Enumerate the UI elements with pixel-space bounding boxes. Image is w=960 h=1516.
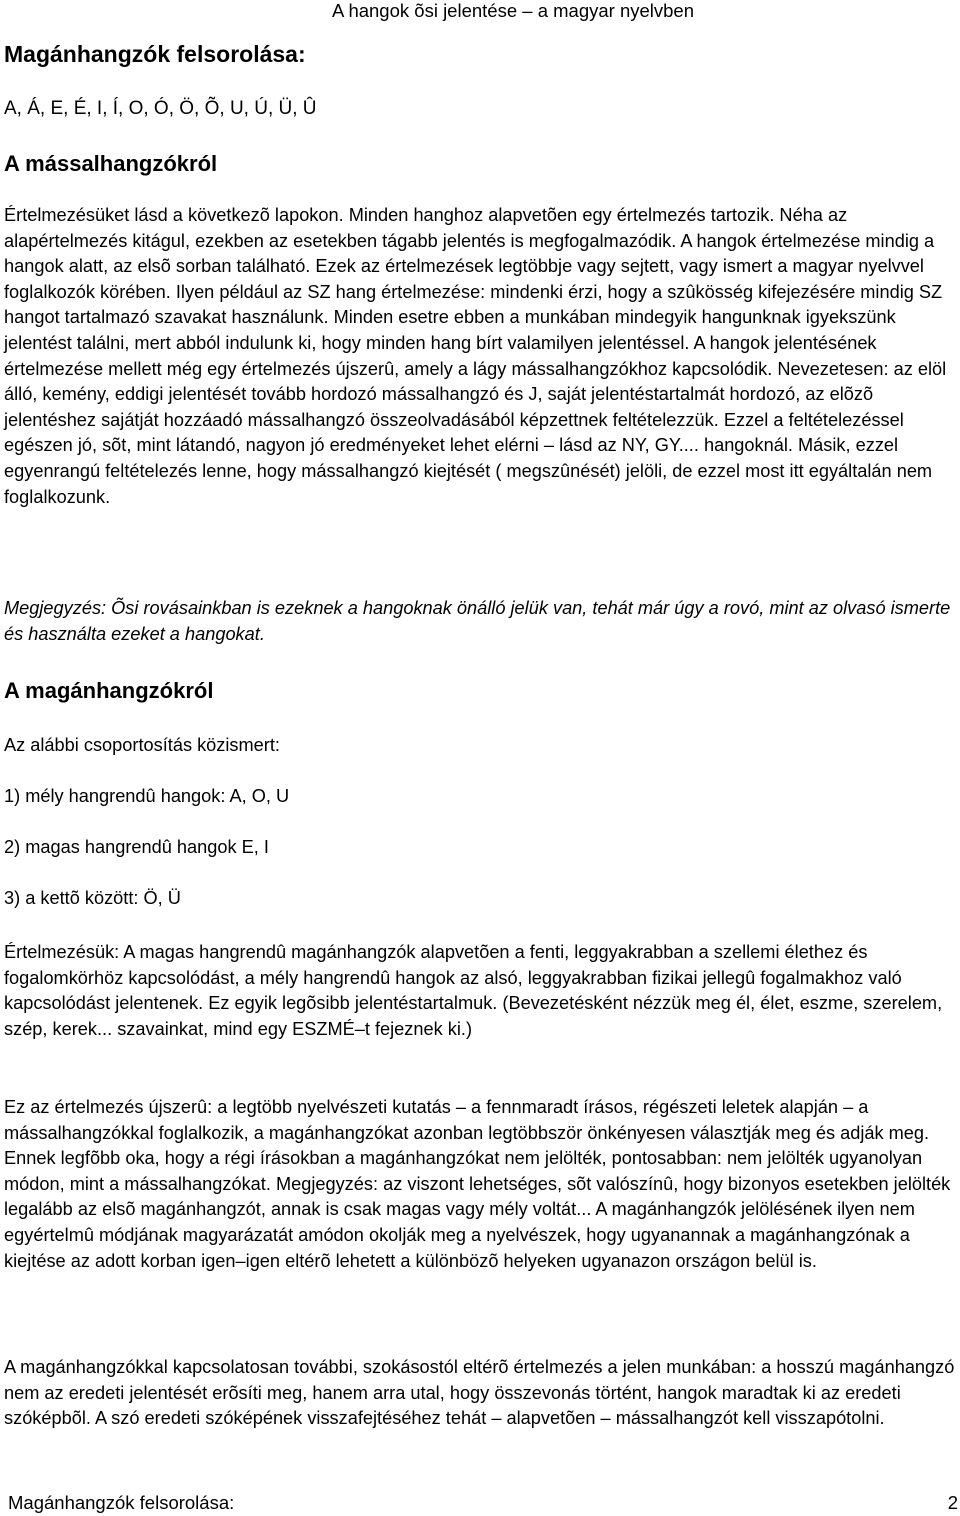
vowels-paragraph-2: Ez az értelmezés újszerû: a legtöbb nyelvészeti kutatás – a fennmaradt írásos, régészeti leletek alapján – a mássalhangzókkal foglalkozik, a magánhangzókat azonban legtöbbször önkényesen választják meg és adják meg. Ennek legfõbb oka, hogy a régi írásokban a magánhangzókat nem jelölték, pontosabban: nem jelölték ugyanolyan módon, mint a mássalhangzókat. Megjegyzés: az viszont lehetséges, sõt valószínû, hogy bizonyos esetekben jelölték legalább az elsõ magánhangzót, annak is csak magas vagy mély voltát... A magánhangzók jelölésének ilyen nem egyértelmû módjának magyarázatát amódon okolják meg a nyelvészek, hogy ugyanannak a magánhangzónak a kiejtése az adott korban igen–igen eltérõ lehetett a különbözõ helyeken ugyanazon országon belül is. xyxy=(4,1097,951,1271)
footer-label: Magánhangzók felsorolása: xyxy=(8,1492,235,1513)
vowels-paragraph-1: Értelmezésük: A magas hangrendû magánhangzók alapvetõen a fenti, leggyakrabban a szellemi élethez és fogalomkörhöz kapcsolódást, a mély hangrendû hangok az alsó, leggyakrabban fizikai jellegû fogalmakhoz való kapcsolódást jelentenek. Ez egyik legõsibb jelentéstartalmuk. (Bevezetésként nézzük meg él, élet, eszme, szerelem, szép, kerek... szavainkat, mind egy ESZMÉ–t fejeznek ki.) xyxy=(4,942,943,1039)
vowel-group-3: 3) a kettõ között: Ö, Ü xyxy=(4,888,181,908)
vowels-intro: Az alábbi csoportosítás közismert: xyxy=(4,735,280,755)
consonants-heading: A mássalhangzókról xyxy=(4,151,218,176)
consonants-paragraph: Értelmezésüket lásd a következõ lapokon. Minden hanghoz alapvetõen egy értelmezés tartozik. Néha az alapértelmezés kitágul, ezekben az esetekben tágabb jelentés is megfogalmazódik. A hangok értelmezése mindig a hangok alatt, az elsõ sorban található. Ezek az értelmezések legtöbbje vagy sejtett, vagy ismert a magyar nyelvvel foglalkozók körében. Ilyen például az SZ hang értelmezése: mindenki érzi, hogy a szûkösség kifejezésére mindig SZ hangot tartalmazó szavakat használunk. Minden esetre ebben a munkában mindegyik hangunknak igyekszünk jelentést találni, mert abból indulunk ki, hogy minden hang bírt valamilyen jelentéssel. A hangok jelentésének értelmezése mellett még egy értelmezés újszerû, amely a lágy mássalhangzókhoz kapcsolódik. Nevezetesen: az elöl álló, kemény, eddigi jelentését tovább hordozó mássalhangzó és J, saját jelentéstartalmát hordozó, az elõzõ jelentéshez sajátját hozzáadó mássalhangzó összeolvadásából képzettnek feltételezzük. Ezzel a feltételezéssel egészen jó, sõt, mint látandó, nagyon jó eredményeket lehet elérni – lásd az NY, GY.... hangoknál. Másik, ezzel egyenrangú feltételezés lenne, hogy mássalhangzó kiejtését ( megszûnését) jelöli, de ezzel most itt egyáltalán nem foglalkozunk. xyxy=(4,205,947,507)
vowel-list-heading: Magánhangzók felsorolása: xyxy=(4,41,306,67)
consonants-note: Megjegyzés: Õsi rovásainkban is ezeknek a hangoknak önálló jelük van, tehát már úgy a rovó, mint az olvasó ismerte és használta ezeket a hangokat. xyxy=(4,598,951,644)
page-number: 2 xyxy=(947,1492,958,1513)
vowel-group-1: 1) mély hangrendû hangok: A, O, U xyxy=(4,786,290,806)
running-header: A hangok õsi jelentése – a magyar nyelvben xyxy=(331,0,694,21)
vowel-group-2: 2) magas hangrendû hangok E, I xyxy=(4,837,269,857)
vowels-heading: A magánhangzókról xyxy=(4,678,214,703)
vowel-list: A, Á, E, É, I, Í, O, Ó, Ö, Õ, U, Ú, Ü, Û xyxy=(4,98,317,119)
vowels-paragraph-3: A magánhangzókkal kapcsolatosan további, szokásostól eltérõ értelmezés a jelen munkában: a hosszú magánhangzó nem az eredeti jelentését erõsíti meg, hanem arra utal, hogy összevonás történt, hangok maradtak ki az eredeti szóképbõl. A szó eredeti szóképének visszafejtéséhez tehát – alapvetõen – mássalhangzót kell visszapótolni. xyxy=(4,1357,955,1429)
